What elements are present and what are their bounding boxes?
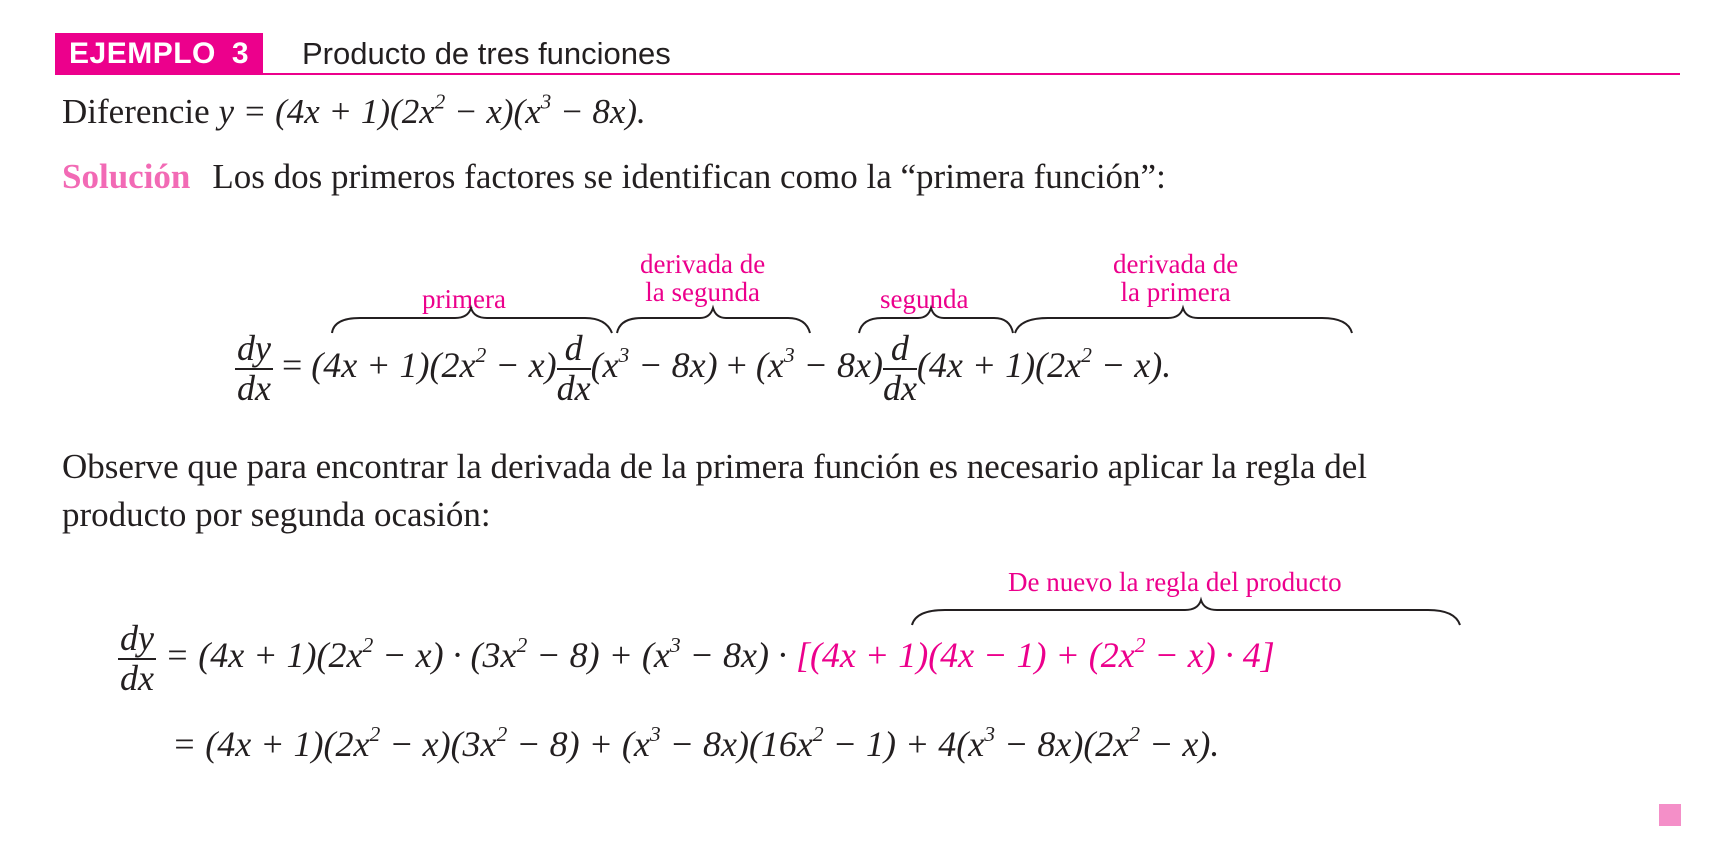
- example-title: Producto de tres funciones: [302, 36, 671, 71]
- annotation-segunda: segunda: [880, 284, 969, 314]
- example-badge-label: EJEMPLO: [69, 37, 216, 70]
- paragraph-line-2: producto por segunda ocasión:: [62, 495, 491, 534]
- eq1-first-function-b: $(4x + 1)(2x^2 - x)$.: [916, 342, 1172, 386]
- eq1-d-dx-1: $\frac{d}{dx}$: [556, 328, 591, 408]
- annotation-derivada-segunda: derivada de la segunda: [640, 249, 766, 308]
- header-divider: [55, 73, 1680, 75]
- equation-2: [118, 620, 1275, 698]
- eq1-lhs-fraction: $\frac{dy}{dx}$: [237, 328, 271, 408]
- annotation-primera: primera: [422, 284, 506, 314]
- eq1-second-function-b: $(x^3 - 8x)$: [755, 342, 883, 386]
- end-of-example-marker: [1659, 804, 1681, 826]
- eq1-plus: +: [726, 345, 747, 386]
- annotation-derivada-primera: derivada de la primera: [1113, 249, 1239, 308]
- eq1-equals: =: [281, 345, 303, 386]
- paragraph-line-1: Observe que para encontrar la derivada de la primera función es necesario aplicar la regla del: [62, 447, 1368, 486]
- eq2-rhs: = $(4x + 1)(2x^2 - x) \cdot (3x^2 - 8) + (x^3 - 8x) \cdot [(4x + 1)(4x - 1) + (2x^2 - x) \cdot 4]$: [164, 632, 1275, 676]
- eq3-rhs: = $(4x + 1)(2x^2 - x)(3x^2 - 8) + (x^3 - 8x)(16x^2 - 1) + 4(x^3 - 8x)(2x^2 - x)$.: [172, 721, 1220, 764]
- equation-1: [235, 330, 1171, 408]
- example-badge-number: 3: [231, 37, 250, 70]
- eq2-lhs-fraction: $\frac{dy}{dx}$: [120, 618, 154, 698]
- solution-text: Los dos primeros factores se identifican como la “primera función”:: [212, 157, 1166, 196]
- equation-3: [172, 723, 1219, 765]
- solution-label: Solución: [62, 157, 191, 196]
- eq2-product-rule-term: $[(4x + 1)(4x - 1) + (2x^2 - x) \cdot 4]$: [795, 632, 1275, 676]
- problem-expression: $y = (4x + 1)(2x^2 - x)(x^3 - 8x)$.: [218, 89, 646, 131]
- eq1-d-dx-2: $\frac{d}{dx}$: [882, 328, 917, 408]
- eq1-first-function: $(4x + 1)(2x^2 - x)$: [311, 342, 557, 386]
- eq1-second-function: $(x^3 - 8x)$: [590, 342, 718, 386]
- annotation-regla-producto: De nuevo la regla del producto: [1008, 567, 1342, 597]
- problem-statement: [62, 89, 646, 132]
- example-header: [55, 33, 1680, 75]
- problem-lead: Diferencie: [62, 92, 219, 131]
- example-badge: [55, 33, 263, 75]
- solution-intro: [62, 157, 1166, 197]
